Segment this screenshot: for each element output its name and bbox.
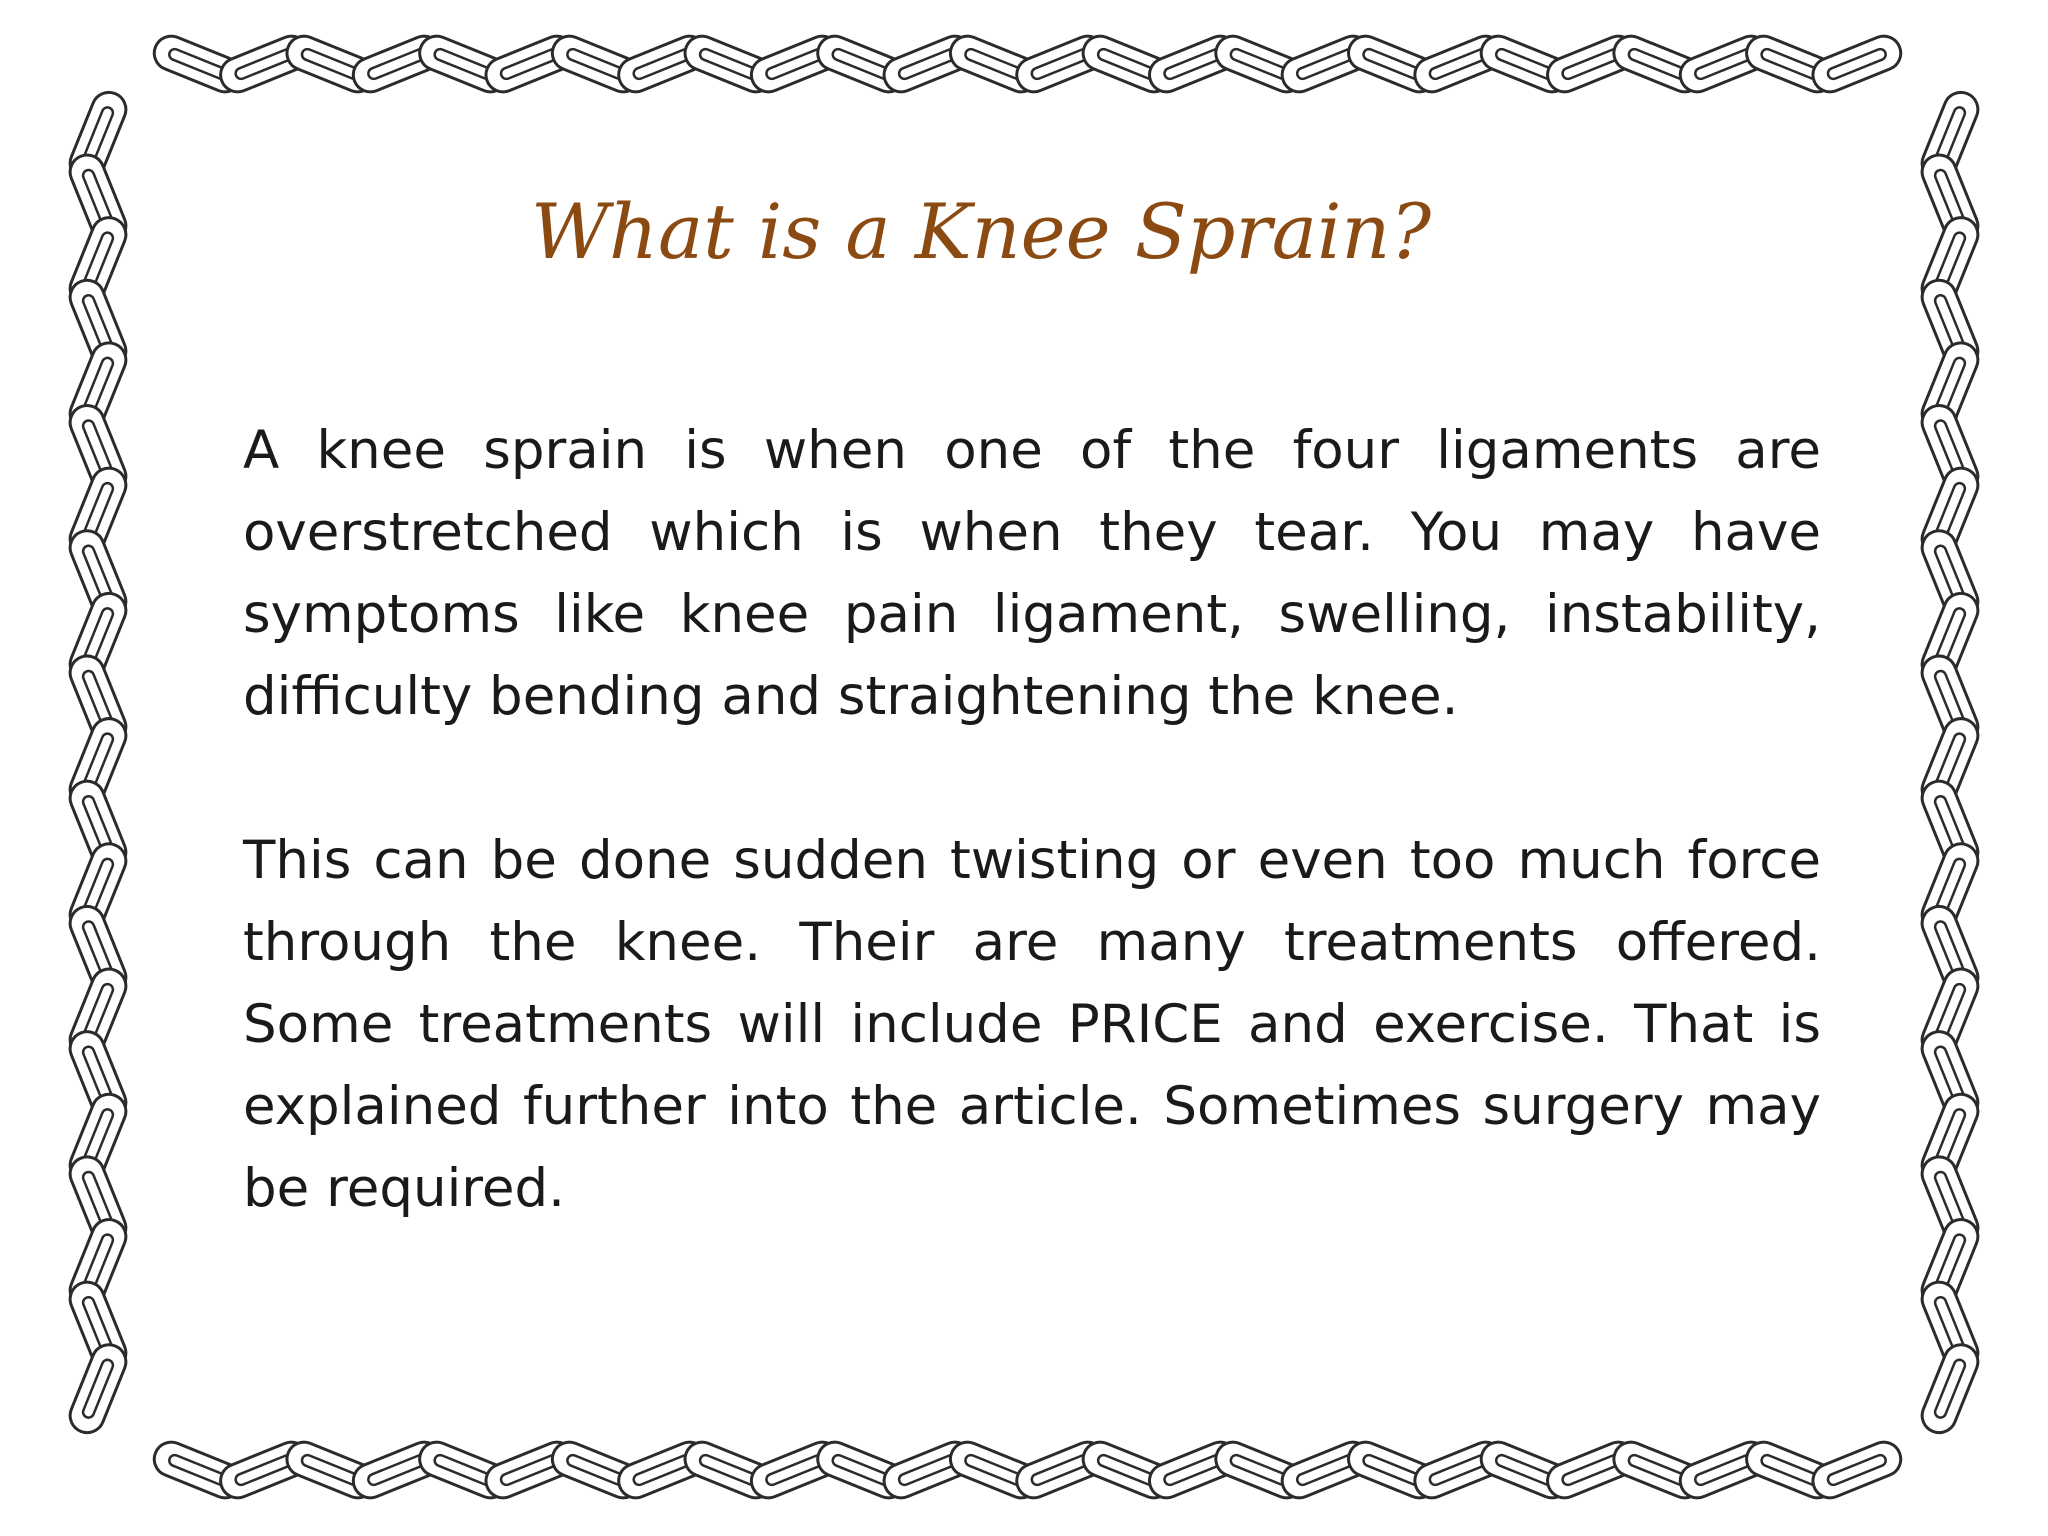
rope-link: [1808, 1437, 1906, 1503]
body-paragraph-1: A knee sprain is when one of the four ligaments are overstretched which is when they tear. You may have symptoms like knee pain ligament, swelling, instability, difficulty bending and straightening the knee.: [243, 420, 1821, 727]
rope-link: [65, 1340, 131, 1438]
rope-link: [1808, 31, 1906, 97]
page-title: What is a Knee Sprain?: [530, 187, 1432, 276]
body-paragraph-2: This can be done sudden twisting or even too much force through the knee. Their are many treatments offered. Some treatments will include PRICE and exercise. That is explained further into the article. Sometimes surgery may be required.: [243, 830, 1821, 1219]
rope-link: [1917, 1340, 1983, 1438]
